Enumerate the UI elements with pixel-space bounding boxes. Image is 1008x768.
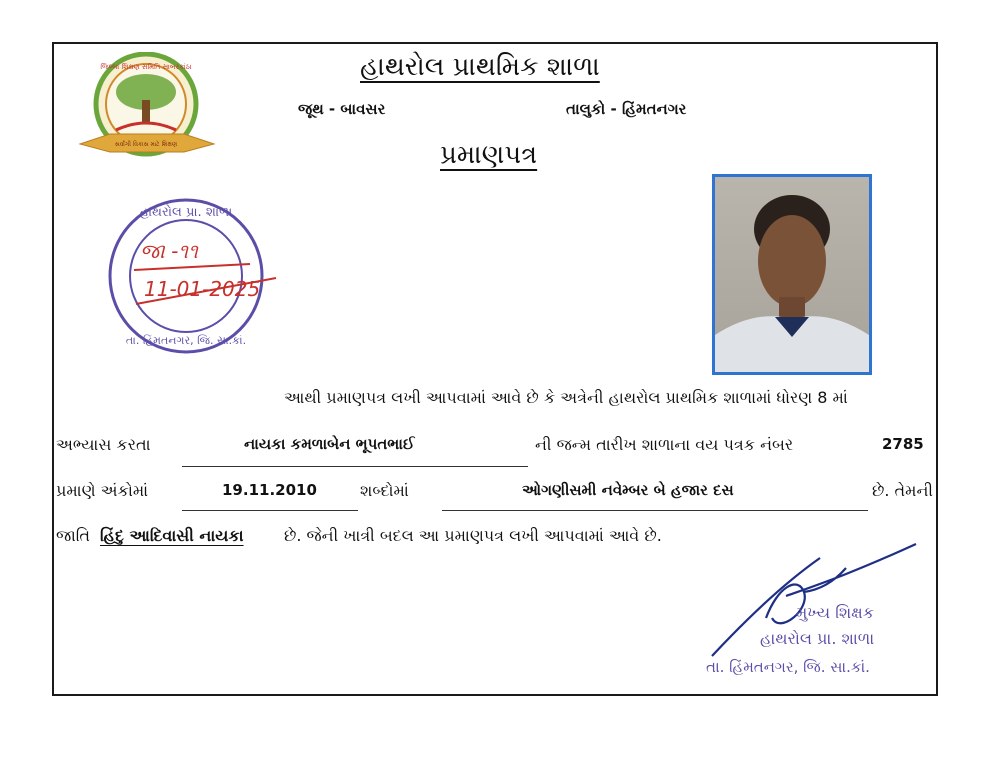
stamp-date: 11-01-2025 <box>144 277 261 301</box>
stamp-bottom-text: તા. હિંમતનગર, જિ. સા.કાં. <box>125 334 247 347</box>
logo-top-text: જિલ્લા શિક્ષણ સમિતિ સાબરકાંઠા <box>100 63 192 71</box>
principal-signature <box>700 540 936 686</box>
student-name: નાયકા કમળાબેન ભૂપતભાઈ <box>244 435 415 453</box>
school-name: હાથરોલ પ્રાથમિક શાળા <box>360 52 600 82</box>
logo-bottom-text: સર્વાંગી વિકાસ માટે શિક્ષણ <box>114 141 178 148</box>
row2-end-text: છે. તેમની <box>872 481 933 500</box>
stamp-jan-number: જા -૧૧ <box>140 239 198 263</box>
certificate-heading: પ્રમાણપત્ર <box>440 140 538 170</box>
stamp-top-text: હાથરોલ પ્રા. શાળા <box>139 205 233 220</box>
school-logo <box>76 52 218 164</box>
closing-text: છે. જેની ખાત્રી બદલ આ પ્રમાણપત્ર લખી આપવામાં આવે છે. <box>284 526 662 545</box>
row1-mid-text: ની જન્મ તારીખ શાળાના વય પત્રક નંબર <box>535 435 794 454</box>
caste-label: જાતિ <box>56 526 91 545</box>
row2-label: પ્રમાણે અંકોમાં <box>56 481 149 500</box>
dob-words: ઓગણીસમી નવેમ્બર બે હજાર દસ <box>522 481 734 499</box>
student-name-underline <box>182 466 528 467</box>
row2-mid-text: શબ્દોમાં <box>360 481 409 500</box>
juth-label: જૂથ - બાવસર <box>298 100 386 118</box>
intro-text: આથી પ્રમાણપત્ર લખી આપવામાં આવે છે કે અત્રેની હાથરોલ પ્રાથમિક શાળામાં ધોરણ 8 માં <box>284 388 848 407</box>
row1-label: અભ્યાસ કરતા <box>56 435 151 454</box>
dob-digits-underline <box>182 510 358 511</box>
school-stamp <box>100 192 300 362</box>
signature-line1: મુખ્ય શિક્ષક <box>796 603 875 622</box>
dob-digits: 19.11.2010 <box>222 481 317 499</box>
signature-line3: તા. હિંમતનગર, જિ. સા.કાં. <box>706 658 870 676</box>
register-number: 2785 <box>882 435 924 453</box>
signature-line2: હાથરોલ પ્રા. શાળા <box>760 629 875 648</box>
student-photo <box>712 174 872 375</box>
caste-value: હિંદુ આદિવાસી નાયકા <box>100 526 244 545</box>
dob-words-underline <box>442 510 868 511</box>
taluko-label: તાલુકો - હિંમતનગર <box>566 100 687 118</box>
